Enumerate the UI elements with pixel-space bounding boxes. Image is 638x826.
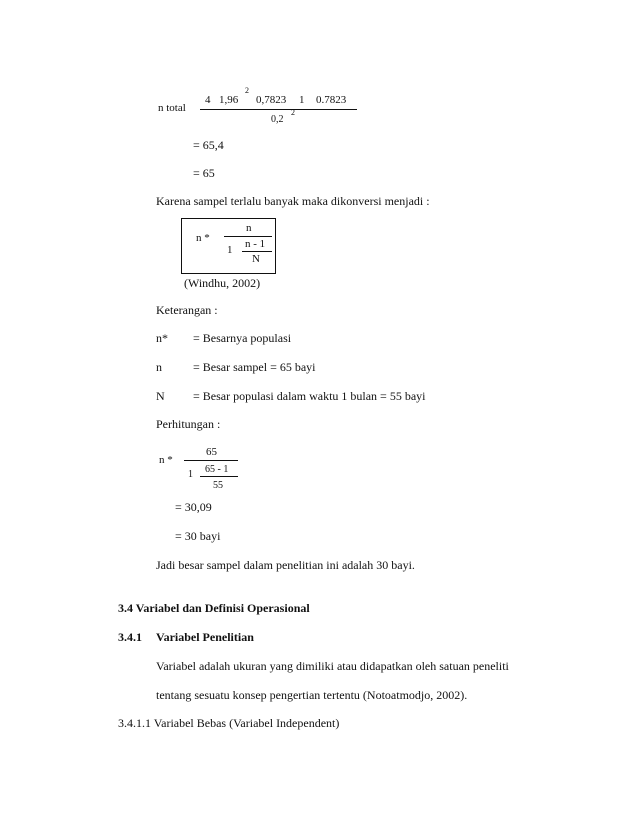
perhitungan-label: Perhitungan : [156,417,221,431]
legend-desc-n-star: = Besarnya populasi [193,331,292,345]
subsection-number: 3.4.1 [118,630,142,644]
result-3: = 30,09 [175,500,212,514]
formula1-num-b: 1,96 [219,94,239,106]
formula2-numerator: n [246,222,252,234]
formula1-exp-a: 2 [245,86,249,95]
formula3-inner-denominator: 55 [213,480,223,491]
formula3-main-bar [184,460,238,461]
formula2-one: 1 [227,244,233,256]
result-1: = 65,4 [193,138,224,152]
legend-desc-n: = Besar sampel = 65 bayi [193,360,316,374]
formula3-numerator: 65 [206,446,217,458]
formula2-main-bar [224,236,272,237]
formula3-inner-numerator: 65 - 1 [205,464,229,475]
formula2-lhs: n * [196,232,210,244]
formula2-inner-bar [242,251,272,252]
subsubsection-heading: 3.4.1.1 Variabel Bebas (Variabel Independent) [118,716,340,730]
result-2: = 65 [193,166,215,180]
legend-desc-N: = Besar populasi dalam waktu 1 bulan = 55 bayi [193,389,426,403]
formula3-one: 1 [188,469,193,480]
citation: (Windhu, 2002) [184,276,261,290]
formula1-num-c: 0,7823 [256,94,287,106]
conversion-text: Karena sampel terlalu banyak maka dikonversi menjadi : [156,194,430,208]
legend-sym-N: N [156,389,165,403]
paragraph-line-1: Variabel adalah ukuran yang dimiliki atau didapatkan oleh satuan peneliti [156,659,509,673]
result-4: = 30 bayi [175,529,221,543]
formula1-num-e: 0.7823 [316,94,347,106]
legend-sym-n-star: n* [156,331,168,345]
subsection-title: Variabel Penelitian [156,630,254,644]
formula1-lhs: n total [158,102,186,114]
keterangan-label: Keterangan : [156,303,218,317]
legend-sym-n: n [156,360,162,374]
formula1-num-d: 1 [299,94,305,106]
formula1-fraction-bar [200,109,357,110]
formula1-exp-b: 2 [291,108,295,117]
formula2-inner-numerator: n - 1 [245,238,266,250]
formula3-lhs: n * [159,454,173,466]
paragraph-line-2: tentang sesuatu konsep pengertian tertentu (Notoatmodjo, 2002). [156,688,468,702]
formula3-inner-bar [200,476,238,477]
formula1-num-a: 4 [205,94,211,106]
section-heading: 3.4 Variabel dan Definisi Operasional [118,601,310,615]
formula1-denominator: 0,2 [271,114,284,125]
formula2-inner-denominator: N [252,253,260,265]
conclusion: Jadi besar sampel dalam penelitian ini adalah 30 bayi. [156,558,415,572]
